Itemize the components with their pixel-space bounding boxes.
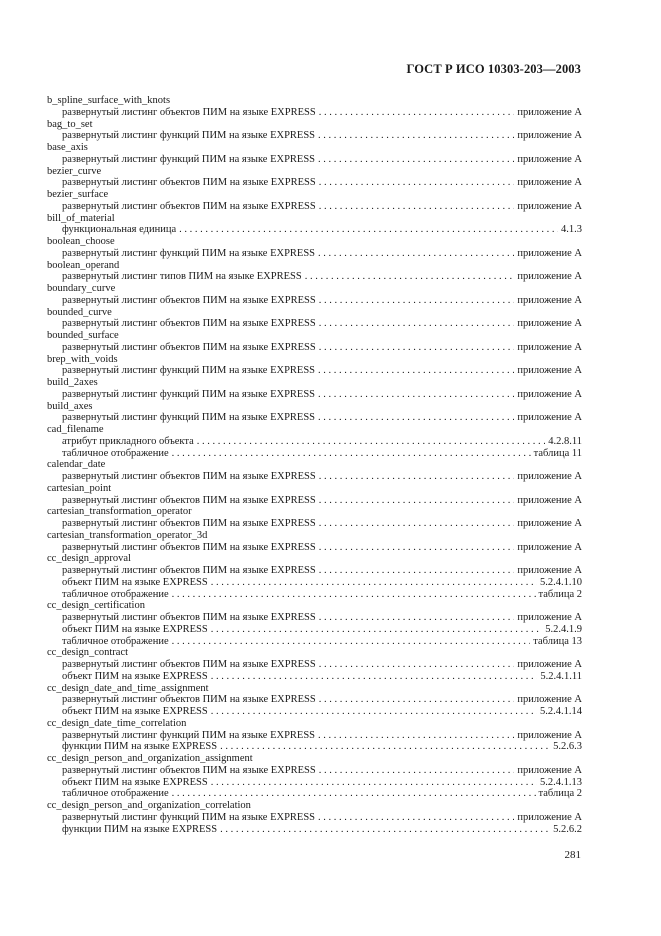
dot-leader: [319, 542, 515, 554]
index-entry-group: [47, 142, 582, 166]
subentry-reference: приложение А: [517, 612, 582, 623]
index-subentry: [47, 201, 582, 213]
index-subentry: [47, 777, 582, 789]
index-subentry: [47, 224, 582, 236]
subentry-reference: приложение А: [517, 247, 582, 259]
index-list: [47, 95, 582, 835]
subentry-label: развернутый листинг объектов ПИМ на языке EXPRESS: [62, 200, 316, 212]
index-term: build_2axes: [47, 377, 98, 388]
subentry-label: развернутый листинг объектов ПИМ на языке EXPRESS: [62, 341, 316, 353]
index-term: cc_design_date_time_correlation: [47, 717, 187, 729]
index-entry-group: [47, 459, 582, 483]
subentry-label: объект ПИМ на языке EXPRESS: [62, 623, 208, 635]
index-subentry: [47, 107, 582, 119]
subentry-reference: таблица 13: [533, 635, 582, 647]
subentry-reference: приложение А: [517, 341, 582, 353]
subentry-reference: 5.2.6.2: [553, 823, 582, 835]
index-term: brep_with_voids: [47, 353, 118, 365]
subentry-label: развернутый листинг объектов ПИМ на языке EXPRESS: [62, 106, 316, 118]
subentry-reference: приложение А: [517, 764, 582, 776]
dot-leader: [318, 154, 514, 166]
index-subentry: [47, 471, 582, 483]
index-entry-group: [47, 647, 582, 682]
subentry-label: развернутый листинг объектов ПИМ на языке EXPRESS: [62, 518, 316, 529]
dot-leader: [319, 295, 515, 307]
subentry-reference: приложение А: [517, 471, 582, 482]
index-term: bag_to_set: [47, 118, 93, 130]
subentry-label: развернутый листинг функций ПИМ на языке EXPRESS: [62, 811, 316, 823]
page-number: 281: [564, 849, 581, 861]
index-term: cc_design_person_and_organization_assignment: [47, 753, 253, 764]
subentry-reference: приложение А: [517, 294, 582, 306]
subentry-reference: таблица 2: [538, 788, 582, 800]
index-subentry: [47, 412, 582, 424]
dot-leader: [318, 812, 514, 824]
dot-leader: [319, 471, 515, 483]
dot-leader: [197, 436, 545, 448]
index-subentry: [47, 730, 582, 742]
dot-leader: [319, 694, 515, 706]
index-term: cc_design_contract: [47, 647, 129, 659]
subentry-reference: 4.2.8.11: [548, 435, 582, 447]
index-subentry: [47, 765, 582, 777]
index-entry-group: [47, 260, 582, 284]
subentry-label: развернутый листинг объектов ПИМ на языке EXPRESS: [62, 659, 316, 670]
subentry-reference: приложение А: [517, 565, 582, 576]
dot-leader: [319, 612, 515, 624]
dot-leader: [211, 777, 537, 789]
index-subentry: [47, 706, 582, 718]
index-entry-group: [47, 95, 582, 119]
subentry-reference: 5.2.4.1.9: [545, 623, 582, 635]
index-term: boolean_choose: [47, 236, 115, 247]
index-entry-group: [47, 377, 582, 401]
index-subentry: [47, 177, 582, 189]
index-subentry: [47, 271, 582, 283]
index-subentry: [47, 659, 582, 671]
index-term: cc_design_certification: [47, 600, 145, 612]
index-subentry: [47, 788, 582, 800]
subentry-label: развернутый листинг функций ПИМ на языке EXPRESS: [62, 247, 316, 259]
subentry-reference: приложение А: [517, 388, 582, 400]
index-term: cartesian_transformation_operator: [47, 506, 192, 518]
index-subentry: [47, 624, 582, 636]
subentry-reference: 5.2.6.3: [553, 741, 582, 753]
index-subentry: [47, 342, 582, 354]
index-entry-group: [47, 330, 582, 354]
index-subentry: [47, 824, 582, 836]
index-term: cad_filename: [47, 424, 104, 435]
index-entry-group: [47, 718, 582, 753]
subentry-label: развернутый листинг объектов ПИМ на языке EXPRESS: [62, 494, 316, 506]
dot-leader: [179, 224, 558, 236]
subentry-reference: приложение А: [517, 518, 582, 529]
subentry-reference: приложение А: [517, 811, 582, 823]
index-term: bezier_curve: [47, 165, 102, 177]
index-subentry: [47, 318, 582, 330]
index-subentry: [47, 812, 582, 824]
index-term: bezier_surface: [47, 189, 109, 200]
index-entry-group: [47, 213, 582, 237]
subentry-label: развернутый листинг объектов ПИМ на языке EXPRESS: [62, 764, 316, 776]
dot-leader: [211, 706, 537, 718]
dot-leader: [319, 518, 515, 530]
subentry-reference: приложение А: [517, 271, 582, 283]
index-subentry: [47, 154, 582, 166]
subentry-reference: приложение А: [517, 106, 582, 118]
dot-leader: [172, 448, 531, 460]
dot-leader: [318, 365, 514, 377]
dot-leader: [172, 589, 536, 601]
dot-leader: [319, 765, 515, 777]
subentry-label: объект ПИМ на языке EXPRESS: [62, 576, 208, 588]
index-subentry: [47, 248, 582, 260]
subentry-reference: таблица 11: [533, 447, 582, 459]
index-term: boolean_operand: [47, 259, 120, 271]
subentry-label: развернутый листинг объектов ПИМ на языке EXPRESS: [62, 612, 316, 623]
index-term: boundary_curve: [47, 283, 116, 294]
dot-leader: [211, 624, 543, 636]
index-entry-group: [47, 506, 582, 530]
index-entry-group: [47, 753, 582, 800]
index-term: b_spline_surface_with_knots: [47, 95, 171, 106]
index-entry-group: [47, 483, 582, 507]
index-entry-group: [47, 283, 582, 307]
index-subentry: [47, 565, 582, 577]
index-term: bounded_curve: [47, 306, 112, 318]
index-subentry: [47, 448, 582, 460]
index-term: calendar_date: [47, 459, 106, 471]
subentry-label: развернутый листинг функций ПИМ на языке EXPRESS: [62, 388, 316, 400]
index-subentry: [47, 518, 582, 530]
index-term: base_axis: [47, 142, 88, 153]
dot-leader: [172, 636, 531, 648]
index-entry-group: [47, 307, 582, 331]
index-subentry: [47, 436, 582, 448]
subentry-reference: приложение А: [517, 177, 582, 189]
index-subentry: [47, 295, 582, 307]
dot-leader: [319, 201, 515, 213]
index-term: cc_design_date_and_time_assignment: [47, 682, 209, 694]
index-entry-group: [47, 189, 582, 213]
subentry-label: развернутый листинг объектов ПИМ на языке EXPRESS: [62, 177, 316, 189]
subentry-label: функциональная единица: [62, 224, 177, 236]
subentry-label: атрибут прикладного объекта: [62, 435, 194, 447]
subentry-reference: 5.2.4.1.13: [540, 776, 582, 788]
index-entry-group: [47, 424, 582, 459]
index-entry-group: [47, 530, 582, 554]
subentry-label: объект ПИМ на языке EXPRESS: [62, 776, 208, 788]
index-entry-group: [47, 800, 582, 835]
subentry-label: развернутый листинг функций ПИМ на языке EXPRESS: [62, 153, 316, 165]
subentry-reference: приложение А: [517, 318, 582, 330]
index-term: cartesian_transformation_operator_3d: [47, 529, 208, 541]
index-subentry: [47, 577, 582, 589]
subentry-label: табличное отображение: [62, 447, 169, 459]
subentry-label: развернутый листинг функций ПИМ на языке EXPRESS: [62, 130, 316, 142]
subentry-reference: приложение А: [517, 130, 582, 142]
index-subentry: [47, 589, 582, 601]
dot-leader: [319, 107, 515, 119]
dot-leader: [318, 389, 514, 401]
dot-leader: [319, 177, 515, 189]
subentry-reference: приложение А: [517, 659, 582, 670]
dot-leader: [220, 824, 550, 836]
index-entry-group: [47, 553, 582, 600]
subentry-reference: приложение А: [517, 729, 582, 741]
index-subentry: [47, 636, 582, 648]
subentry-label: развернутый листинг функций ПИМ на языке EXPRESS: [62, 412, 316, 424]
index-entry-group: [47, 683, 582, 718]
subentry-label: развернутый листинг функций ПИМ на языке EXPRESS: [62, 729, 316, 741]
dot-leader: [211, 577, 537, 589]
dot-leader: [305, 271, 515, 283]
dot-leader: [318, 130, 514, 142]
dot-leader: [319, 565, 515, 577]
subentry-label: табличное отображение: [62, 635, 169, 647]
index-term: cc_design_approval: [47, 553, 131, 565]
index-subentry: [47, 389, 582, 401]
index-subentry: [47, 741, 582, 753]
dot-leader: [220, 741, 550, 753]
subentry-reference: приложение А: [517, 200, 582, 212]
index-subentry: [47, 612, 582, 624]
index-subentry: [47, 495, 582, 507]
subentry-reference: приложение А: [517, 541, 582, 553]
subentry-label: развернутый листинг объектов ПИМ на языке EXPRESS: [62, 294, 316, 306]
subentry-reference: 5.2.4.1.10: [540, 576, 582, 588]
subentry-label: функции ПИМ на языке EXPRESS: [62, 823, 218, 835]
index-subentry: [47, 694, 582, 706]
dot-leader: [172, 788, 536, 800]
index-entry-group: [47, 119, 582, 143]
page-header: ГОСТ Р ИСО 10303-203—2003: [406, 62, 581, 76]
index-subentry: [47, 130, 582, 142]
subentry-label: функции ПИМ на языке EXPRESS: [62, 741, 218, 753]
dot-leader: [318, 248, 514, 260]
index-entry-group: [47, 401, 582, 425]
index-term: cc_design_person_and_organization_correlation: [47, 800, 251, 811]
index-term: cartesian_point: [47, 482, 112, 494]
index-term: build_axes: [47, 400, 93, 412]
index-term: bounded_surface: [47, 330, 119, 341]
subentry-label: развернутый листинг объектов ПИМ на языке EXPRESS: [62, 318, 316, 330]
dot-leader: [319, 318, 515, 330]
dot-leader: [318, 730, 514, 742]
index-subentry: [47, 365, 582, 377]
subentry-label: развернутый листинг объектов ПИМ на языке EXPRESS: [62, 694, 316, 706]
subentry-label: объект ПИМ на языке EXPRESS: [62, 670, 208, 682]
index-entry-group: [47, 166, 582, 190]
subentry-label: табличное отображение: [62, 588, 169, 600]
subentry-reference: 5.2.4.1.11: [540, 670, 582, 682]
subentry-label: развернутый листинг объектов ПИМ на языке EXPRESS: [62, 541, 316, 553]
index-subentry: [47, 671, 582, 683]
index-entry-group: [47, 354, 582, 378]
subentry-reference: приложение А: [517, 153, 582, 165]
subentry-reference: 4.1.3: [561, 224, 582, 236]
subentry-reference: 5.2.4.1.14: [540, 706, 582, 717]
dot-leader: [318, 412, 514, 424]
subentry-reference: таблица 2: [538, 588, 582, 600]
dot-leader: [211, 671, 538, 683]
index-term: bill_of_material: [47, 212, 115, 224]
subentry-label: развернутый листинг типов ПИМ на языке EXPRESS: [62, 271, 302, 283]
dot-leader: [319, 342, 515, 354]
index-subentry: [47, 542, 582, 554]
subentry-reference: приложение А: [517, 365, 582, 377]
index-entry-group: [47, 600, 582, 647]
dot-leader: [319, 495, 515, 507]
subentry-label: развернутый листинг объектов ПИМ на языке EXPRESS: [62, 471, 316, 482]
subentry-reference: приложение А: [517, 694, 582, 706]
subentry-reference: приложение А: [517, 412, 582, 424]
subentry-label: развернутый листинг объектов ПИМ на языке EXPRESS: [62, 565, 316, 576]
subentry-label: табличное отображение: [62, 788, 169, 800]
subentry-reference: приложение А: [517, 494, 582, 506]
dot-leader: [319, 659, 515, 671]
subentry-label: развернутый листинг функций ПИМ на языке EXPRESS: [62, 365, 316, 377]
subentry-label: объект ПИМ на языке EXPRESS: [62, 706, 208, 717]
index-entry-group: [47, 236, 582, 260]
